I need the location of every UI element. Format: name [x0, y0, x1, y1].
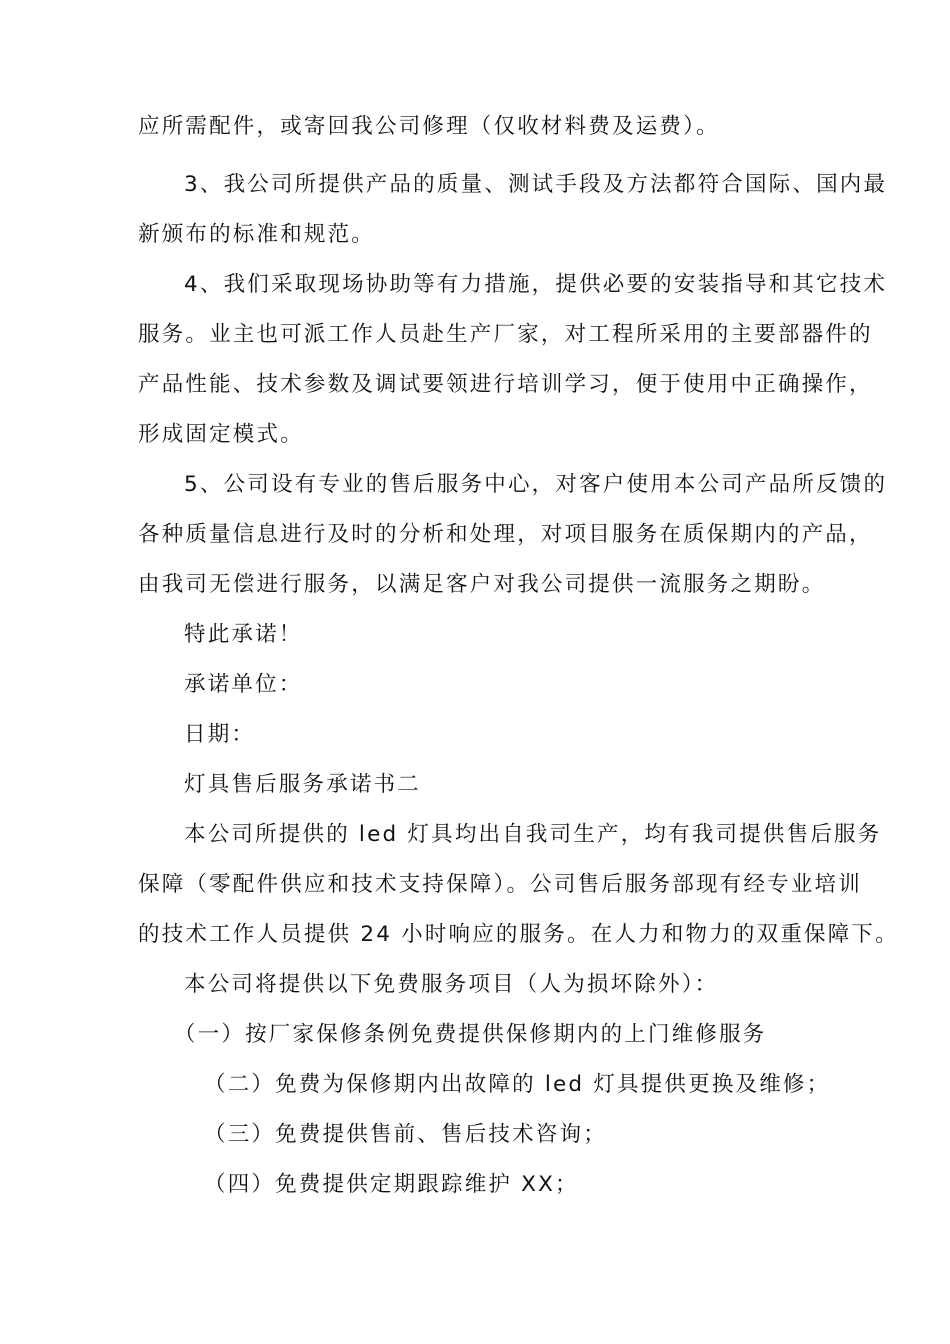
list-item: （一）按厂家保修条例免费提供保修期内的上门维修服务	[174, 1022, 767, 1047]
list-item: （三）免费提供售前、售后技术咨询；	[204, 1122, 607, 1147]
signatory-label: 承诺单位：	[184, 672, 303, 697]
closing-statement: 特此承诺！	[184, 622, 303, 647]
section-title: 灯具售后服务承诺书二	[184, 772, 422, 797]
paragraph-line: 新颁布的标准和规范。	[138, 222, 376, 247]
paragraph-line: 本公司将提供以下免费服务项目（人为损坏除外）：	[184, 972, 719, 997]
paragraph-line: 3、我公司所提供产品的质量、测试手段及方法都符合国际、国内最	[184, 172, 888, 197]
paragraph-line: 5、公司设有专业的售后服务中心，对客户使用本公司产品所反馈的	[184, 472, 888, 497]
list-item: （二）免费为保修期内出故障的 led 灯具提供更换及维修；	[204, 1072, 831, 1097]
paragraph-line: 各种质量信息进行及时的分析和处理，对项目服务在质保期内的产品，	[138, 522, 873, 547]
paragraph-line: 保障（零配件供应和技术支持保障）。公司售后服务部现有经专业培训	[138, 872, 862, 897]
date-label: 日期：	[184, 722, 256, 747]
paragraph-line: 应所需配件，或寄回我公司修理（仅收材料费及运费）。	[138, 114, 720, 139]
paragraph-line: 本公司所提供的 led 灯具均出自我司生产，均有我司提供售后服务	[184, 822, 882, 847]
paragraph-line: 由我司无偿进行服务，以满足客户对我公司提供一流服务之期盼。	[138, 572, 826, 597]
paragraph-line: 形成固定模式。	[138, 422, 304, 447]
paragraph-line: 产品性能、技术参数及调试要领进行培训学习，便于使用中正确操作，	[138, 372, 873, 397]
paragraph-line: 服务。业主也可派工作人员赴生产厂家，对工程所采用的主要部器件的	[138, 322, 873, 347]
list-item: （四）免费提供定期跟踪维护 XX；	[204, 1172, 579, 1197]
paragraph-line: 4、我们采取现场协助等有力措施，提供必要的安装指导和其它技术	[184, 272, 888, 297]
paragraph-line: 的技术工作人员提供 24 小时响应的服务。在人力和物力的双重保障下。	[138, 922, 899, 947]
